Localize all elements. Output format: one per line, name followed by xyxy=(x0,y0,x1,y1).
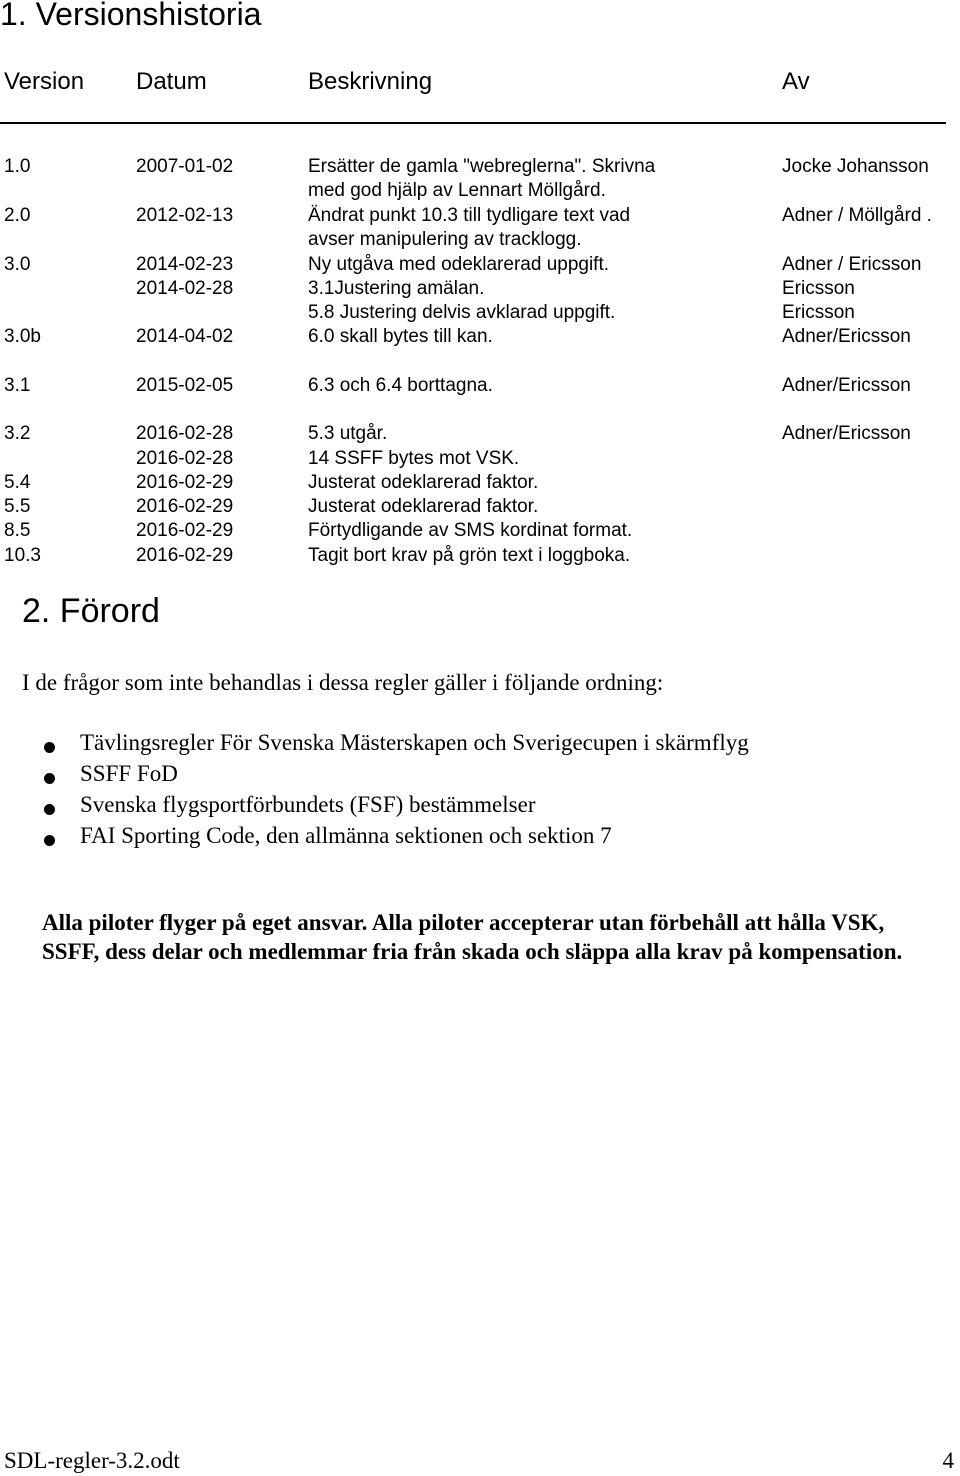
date-cell: 2015-02-05 xyxy=(136,375,234,396)
author-cell: Adner/Ericsson xyxy=(782,326,911,347)
description-cell: 5.3 utgår. xyxy=(308,423,388,444)
date-cell: 2016-02-29 xyxy=(136,545,234,566)
description-cell: 6.0 skall bytes till kan. xyxy=(308,326,493,347)
section-title-versionshistoria: 1. Versionshistoria xyxy=(0,0,262,32)
author-cell: Adner/Ericsson xyxy=(782,423,911,444)
bullet-icon xyxy=(44,742,55,753)
date-cell: 2014-04-02 xyxy=(136,326,234,347)
author-cell: Ericsson xyxy=(782,302,855,323)
date-cell: 2014-02-23 xyxy=(136,254,234,275)
version-cell: 5.4 xyxy=(4,472,31,493)
description-cell: Förtydligande av SMS kordinat format. xyxy=(308,520,633,541)
author-cell: Jocke Johansson xyxy=(782,156,929,177)
date-cell: 2016-02-29 xyxy=(136,520,234,541)
author-cell: Ericsson xyxy=(782,278,855,299)
bullet-item: FAI Sporting Code, den allmänna sektionen och sektion 7 xyxy=(80,823,612,848)
date-cell: 2016-02-29 xyxy=(136,472,234,493)
author-cell: Adner / Ericsson xyxy=(782,254,922,275)
bullet-icon xyxy=(44,835,55,846)
date-cell: 2014-02-28 xyxy=(136,278,234,299)
description-cell: Ändrat punkt 10.3 till tydligare text vad xyxy=(308,205,631,226)
description-cell: 14 SSFF bytes mot VSK. xyxy=(308,448,520,469)
date-cell: 2016-02-28 xyxy=(136,448,234,469)
description-cell: 3.1Justering amälan. xyxy=(308,278,485,299)
bullet-item: Tävlingsregler För Svenska Mästerskapen och Sverigecupen i skärmflyg xyxy=(80,730,749,755)
bullet-icon xyxy=(44,773,55,784)
version-cell: 3.2 xyxy=(4,423,31,444)
disclaimer-paragraph: Alla piloter flyger på eget ansvar. Alla piloter accepterar utan förbehåll att hålla VSK, SSFF, dess delar och medlemmar fria från skada och släppa alla krav på kompensation. xyxy=(42,910,903,964)
column-header-datum: Datum xyxy=(136,68,207,95)
version-cell: 3.1 xyxy=(4,375,31,396)
description-cell: avser manipulering av tracklogg. xyxy=(308,229,582,250)
description-cell: 6.3 och 6.4 borttagna. xyxy=(308,375,493,396)
column-header-version: Version xyxy=(4,68,85,95)
description-cell: med god hjälp av Lennart Möllgård. xyxy=(308,180,606,201)
footer-filename: SDL-regler-3.2.odt xyxy=(4,1448,180,1473)
column-header-av: Av xyxy=(782,68,810,95)
header-divider xyxy=(0,122,946,124)
date-cell: 2012-02-13 xyxy=(136,205,234,226)
author-cell: Adner/Ericsson xyxy=(782,375,911,396)
footer-page-number: 4 xyxy=(942,1448,954,1473)
version-cell: 10.3 xyxy=(4,545,41,566)
description-cell: Tagit bort krav på grön text i loggboka. xyxy=(308,545,631,566)
version-cell: 8.5 xyxy=(4,520,31,541)
intro-paragraph: I de frågor som inte behandlas i dessa regler gäller i följande ordning: xyxy=(22,670,664,695)
description-cell: Justerat odeklarerad faktor. xyxy=(308,472,539,493)
description-cell: Ersätter de gamla "webreglerna". Skrivna xyxy=(308,156,656,177)
date-cell: 2016-02-28 xyxy=(136,423,234,444)
version-cell: 5.5 xyxy=(4,496,31,517)
description-cell: Ny utgåva med odeklarerad uppgift. xyxy=(308,254,610,275)
version-cell: 3.0b xyxy=(4,326,41,347)
bullet-icon xyxy=(44,804,55,815)
column-header-beskrivning: Beskrivning xyxy=(308,68,433,95)
version-cell: 2.0 xyxy=(4,205,31,226)
date-cell: 2016-02-29 xyxy=(136,496,234,517)
version-cell: 1.0 xyxy=(4,156,31,177)
description-cell: Justerat odeklarerad faktor. xyxy=(308,496,539,517)
date-cell: 2007-01-02 xyxy=(136,156,234,177)
section-title-forord: 2. Förord xyxy=(22,592,160,630)
description-cell: 5.8 Justering delvis avklarad uppgift. xyxy=(308,302,616,323)
bullet-item: SSFF FoD xyxy=(80,761,178,786)
version-cell: 3.0 xyxy=(4,254,31,275)
author-cell: Adner / Möllgård . xyxy=(782,205,932,226)
bullet-item: Svenska flygsportförbundets (FSF) bestämmelser xyxy=(80,792,536,817)
